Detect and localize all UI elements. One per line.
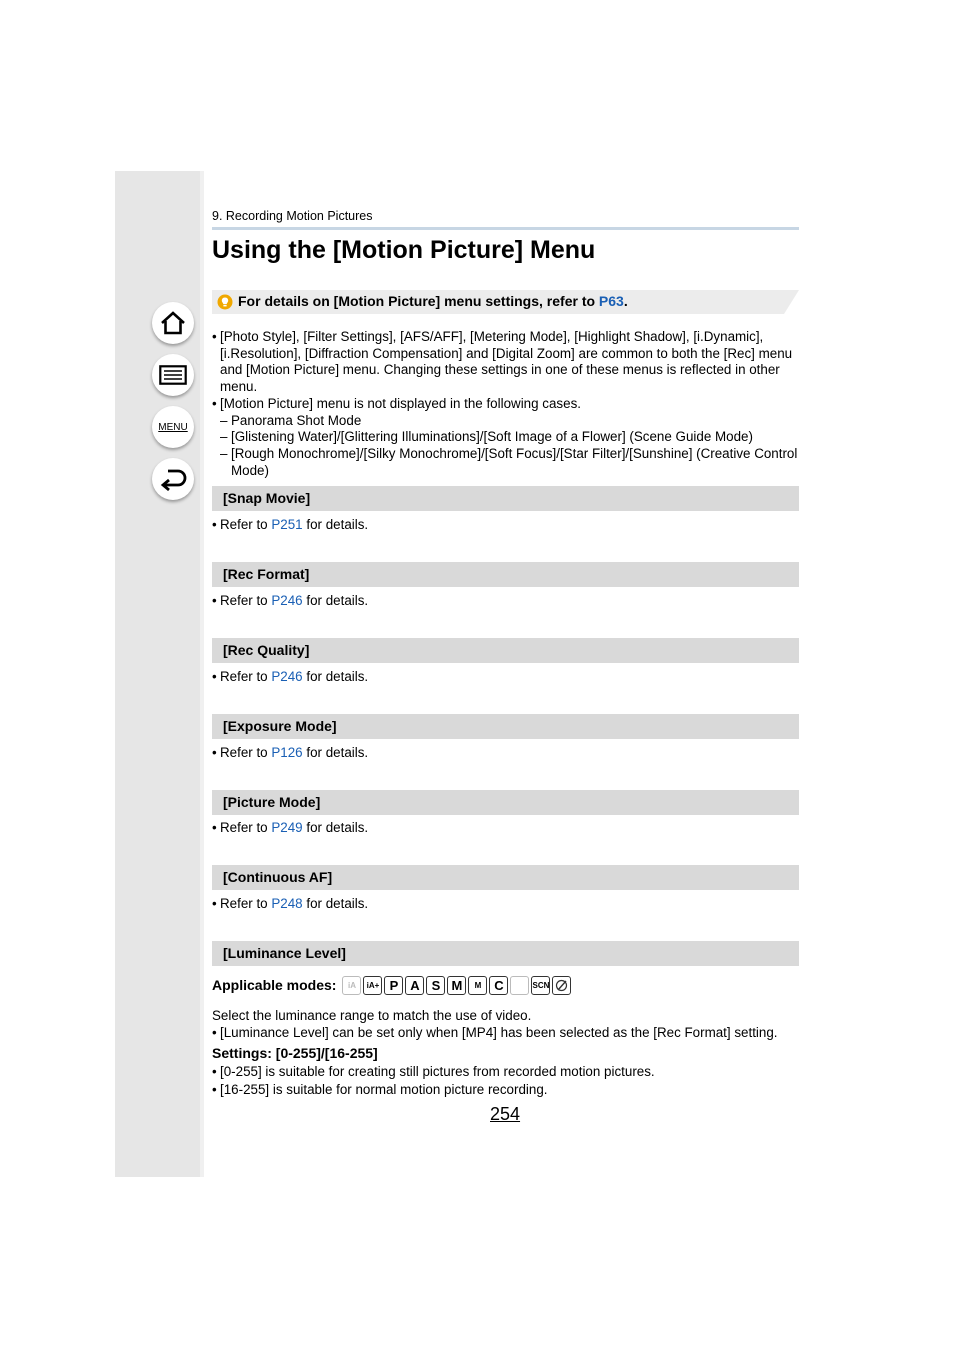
intro-case-1: – Panorama Shot Mode (212, 413, 802, 430)
luminance-settings: Settings: [0-255]/[16-255] (212, 1045, 378, 1061)
section-ref-rec-format: • Refer to P246 for details. (212, 593, 368, 608)
section-ref-continuous-af: • Refer to P248 for details. (212, 896, 368, 911)
section-ref-exposure-mode: • Refer to P126 for details. (212, 745, 368, 760)
luminance-bullet-3: • [16-255] is suitable for normal motion picture recording. (212, 1081, 802, 1099)
back-button[interactable] (152, 458, 194, 500)
contents-button[interactable] (152, 354, 194, 396)
home-icon (160, 311, 186, 335)
intro-list (212, 329, 802, 479)
sidebar-edge (200, 171, 204, 1177)
mode-creative-video-icon: M (468, 976, 487, 995)
note-box (212, 290, 799, 314)
section-heading-picture-mode: [Picture Mode] (212, 790, 799, 815)
section-heading-continuous-af: [Continuous AF] (212, 865, 799, 890)
note-link-p63[interactable]: P63 (598, 293, 624, 309)
intro-case-3: – [Rough Monochrome]/[Silky Monochrome]/[Soft Focus]/[Star Filter]/[Sunshine] (Creative Control Mode) (212, 446, 802, 479)
luminance-bullet-2: • [0-255] is suitable for creating still pictures from recorded motion pictures. (212, 1063, 802, 1081)
palette-icon (555, 979, 568, 992)
intro-bullet-2: • [Motion Picture] menu is not displayed in the following cases. (212, 396, 802, 413)
section-ref-picture-mode: • Refer to P249 for details. (212, 820, 368, 835)
mode-a-icon: A (405, 976, 424, 995)
home-button[interactable] (152, 302, 194, 344)
link-p246[interactable]: P246 (271, 593, 303, 608)
tip-icon (217, 294, 233, 310)
section-heading-rec-format: [Rec Format] (212, 562, 799, 587)
mode-scn-icon: SCN (531, 976, 550, 995)
luminance-options (212, 1063, 802, 1099)
intro-bullet-1: • [Photo Style], [Filter Settings], [AFS/AFF], [Metering Mode], [Highlight Shadow], [i.Dynamic], [i.Resolution], [Diffraction Compensation] and [Digital Zoom] are common to both the [Rec] menu and [Motion Picture] menu. Changing these settings in one of these menus is reflected in other menu. (212, 329, 802, 396)
note-text: For details on [Motion Picture] menu settings, refer to P63. (238, 293, 628, 309)
link-p251[interactable]: P251 (271, 517, 303, 532)
section-ref-rec-quality: • Refer to P246 for details. (212, 669, 368, 684)
intro-case-2: – [Glistening Water]/[Glittering Illuminations]/[Soft Image of a Flower] (Scene Guide Mode) (212, 429, 802, 446)
link-p249[interactable]: P249 (271, 820, 303, 835)
mode-panorama-icon (510, 976, 529, 995)
back-arrow-icon (159, 467, 187, 491)
breadcrumb: 9. Recording Motion Pictures (212, 209, 373, 223)
luminance-description (212, 1008, 802, 1041)
section-heading-luminance-level: [Luminance Level] (212, 941, 799, 966)
page-title: Using the [Motion Picture] Menu (212, 236, 596, 264)
header-rule (212, 227, 799, 230)
mode-ia-plus-icon: iA+ (363, 976, 382, 995)
mode-c-icon: C (489, 976, 508, 995)
section-ref-snap-movie: • Refer to P251 for details. (212, 517, 368, 532)
mode-ia-icon: iA (342, 976, 361, 995)
mode-creative-control-icon (552, 976, 571, 995)
menu-label: MENU (158, 421, 188, 433)
luminance-bullet-1: • [Luminance Level] can be set only when [MP4] has been selected as the [Rec Format] setting. (212, 1025, 802, 1042)
page-number: 254 (490, 1104, 521, 1124)
menu-button[interactable] (152, 406, 194, 448)
link-p126[interactable]: P126 (271, 745, 303, 760)
link-p246[interactable]: P246 (271, 669, 303, 684)
mode-p-icon: P (384, 976, 403, 995)
list-icon (159, 365, 187, 385)
modes-label: Applicable modes: (212, 977, 337, 993)
mode-m-icon: M (447, 976, 466, 995)
section-heading-rec-quality: [Rec Quality] (212, 638, 799, 663)
mode-s-icon: S (426, 976, 445, 995)
link-p248[interactable]: P248 (271, 896, 303, 911)
section-heading-snap-movie: [Snap Movie] (212, 486, 799, 511)
section-heading-exposure-mode: [Exposure Mode] (212, 714, 799, 739)
luminance-select-text: Select the luminance range to match the use of video. (212, 1008, 532, 1023)
applicable-modes (212, 974, 573, 996)
